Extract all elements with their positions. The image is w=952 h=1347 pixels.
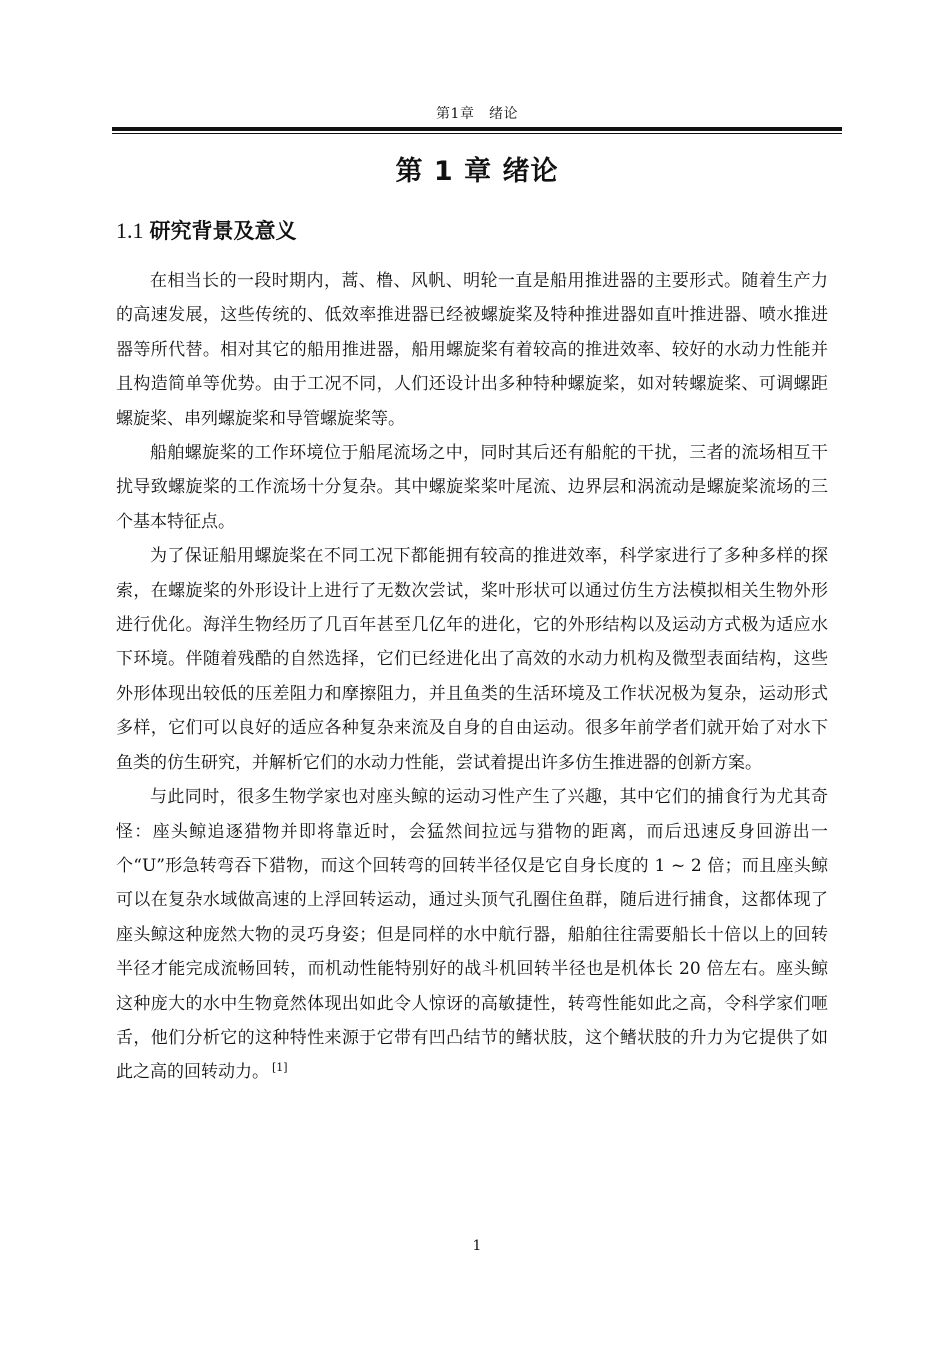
header-rule-thin xyxy=(112,133,842,134)
paragraph-2: 船舶螺旋桨的工作环境位于船尾流场之中，同时其后还有船舵的干扰，三者的流场相互干扰导致螺旋桨的工作流场十分复杂。其中螺旋桨桨叶尾流、边界层和涡流动是螺旋桨流场的三个基本特征点。 xyxy=(116,443,828,532)
page-number: 1 xyxy=(472,1238,482,1254)
header-rule xyxy=(112,127,842,131)
running-header: 第1章 绪论 xyxy=(436,106,518,122)
paragraph-4-text: 与此同时，很多生物学家也对座头鲸的运动习性产生了兴趣，其中它们的捕食行为尤其奇怪：座头鲸追逐猎物并即将靠近时，会猛然间拉远与猎物的距离，而后迅速反身回游出一个“U”形急转弯吞下猎物，而这个回转弯的回转半径仅是它自身长度的 1 ~ 2 倍；而且座头鲸可以在复杂水域做高速的上浮回转运动，通过头顶气孔圈住鱼群，随后进行捕食，这都体现了座头鲸这种庞然大物的灵巧身姿；但是同样的水中航行器，船舶往往需要船长十倍以上的回转半径才能完成流畅回转，而机动性能特别好的战斗机回转半径也是机体长 20 倍左右。座头鲸这种庞大的水中生物竟然体现出如此令人惊讶的高敏捷性，转弯性能如此之高，令科学家们咂舌，他们分析它的这种特性来源于它带有凹凸结节的鳍状肢，这个鳍状肢的升力为它提供了如此之高的回转动力。 xyxy=(116,787,828,1083)
citation-reference[interactable]: [1] xyxy=(272,1060,288,1074)
chapter-title: 第 1 章 绪论 xyxy=(395,156,559,187)
section-heading xyxy=(116,213,297,249)
paragraph-1: 在相当长的一段时期内，蒿、橹、风帆、明轮一直是船用推进器的主要形式。随着生产力的高速发展，这些传统的、低效率推进器已经被螺旋桨及特种推进器如直叶推进器、喷水推进器等所代替。相对其它的船用推进器，船用螺旋桨有着较高的推进效率、较好的水动力性能并且构造简单等优势。由于工况不同，人们还设计出多种特种螺旋桨，如对转螺旋桨、可调螺距螺旋桨、串列螺旋桨和导管螺旋桨等。 xyxy=(116,271,828,429)
section-number: 1.1 xyxy=(116,218,144,243)
paragraph-4 xyxy=(116,780,828,1090)
body-text xyxy=(116,264,828,1090)
paragraph-3: 为了保证船用螺旋桨在不同工况下都能拥有较高的推进效率，科学家进行了多种多样的探索，在螺旋桨的外形设计上进行了无数次尝试，桨叶形状可以通过仿生方法模拟相关生物外形进行优化。海洋生物经历了几百年甚至几亿年的进化，它的外形结构以及运动方式极为适应水下环境。伴随着残酷的自然选择，它们已经进化出了高效的水动力机构及微型表面结构，这些外形体现出较低的压差阻力和摩擦阻力，并且鱼类的生活环境及工作状况极为复杂，运动形式多样，它们可以良好的适应各种复杂来流及自身的自由运动。很多年前学者们就开始了对水下鱼类的仿生研究，并解析它们的水动力性能，尝试着提出许多仿生推进器的创新方案。 xyxy=(116,546,828,773)
section-title: 研究背景及意义 xyxy=(149,219,297,243)
